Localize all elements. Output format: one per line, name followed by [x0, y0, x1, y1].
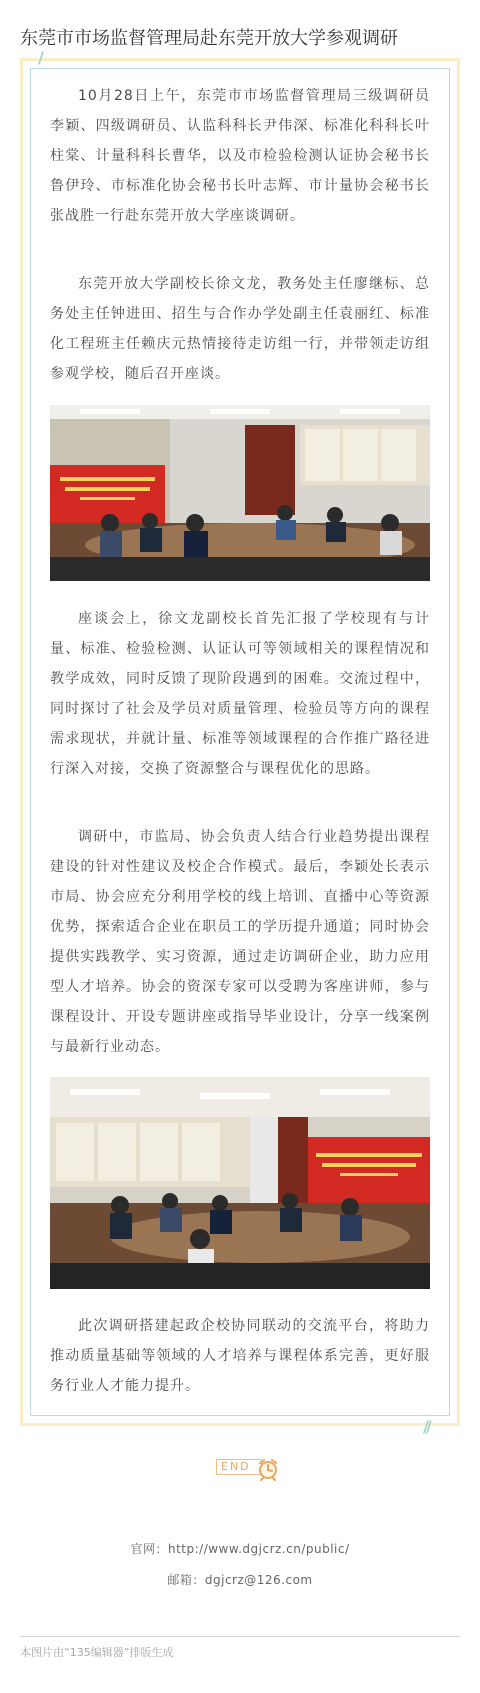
article-paragraph: 东莞开放大学副校长徐文龙，教务处主任廖继标、总务处主任钟进田、招生与合作办学处副主任袁丽红、标准化工程班主任赖庆元热情接待走访组一行，并带领走访组参观学校，随后召开座谈。	[50, 276, 430, 382]
article-paragraph: 调研中，市监局、协会负责人结合行业趋势提出课程建设的针对性建议及校企合作模式。最后，李颖处长表示市局、协会应充分利用学校的线上培训、直播中心等资源优势，探索适合企业在职员工的学历提升通道；同时协会提供实践教学、实习资源，通过走访调研企业，助力应用型人才培养。协会的资深专家可以受聘为客座讲师，参与课程设计、开设专题讲座或指导毕业设计，分享一线案例与最新行业动态。	[50, 829, 430, 1055]
article-paragraph: 座谈会上，徐文龙副校长首先汇报了学校现有与计量、标准、检验检测、认证认可等领域相关的课程情况和教学成效，同时反馈了现阶段遇到的困难。交流过程中，同时探讨了社会及学员对质量管理、检验员等方向的课程需求现状，并就计量、标准等领域课程的合作推广路径进行深入对接，交换了资源整合与课程优化的思路。	[50, 611, 430, 777]
slash-ornament-top-left: /	[38, 48, 44, 67]
divider	[20, 1636, 460, 1637]
end-badge	[216, 1457, 280, 1479]
meeting-photo	[50, 405, 430, 581]
slash-ornament-bottom-right: //	[423, 1417, 429, 1436]
alarm-clock-icon	[256, 1457, 280, 1485]
article-paragraph: 10月28日上午，东莞市市场监督管理局三级调研员李颖、四级调研员、认监科科长尹伟深、标准化科科长叶柱棠、计量科科长曹华，以及市检验检测认证协会秘书长鲁伊玲、市标准化协会秘书长叶志辉、市计量协会秘书长张战胜一行赴东莞开放大学座谈调研。	[50, 88, 430, 224]
end-label: END	[216, 1459, 262, 1475]
email-link[interactable]: 邮箱：dgjcrz@126.com	[167, 1573, 313, 1587]
meeting-photo	[50, 1077, 430, 1289]
website-link[interactable]: 官网：http://www.dgjcrz.cn/public/	[130, 1542, 350, 1556]
editor-credit: 本图片由“135编辑器”排版生成	[20, 1646, 174, 1659]
article-title: 东莞市市场监督管理局赴东莞开放大学参观调研	[20, 28, 398, 49]
article-paragraph: 此次调研搭建起政企校协同联动的交流平台，将助力推动质量基础等领域的人才培养与课程体系完善，更好服务行业人才能力提升。	[50, 1318, 430, 1394]
